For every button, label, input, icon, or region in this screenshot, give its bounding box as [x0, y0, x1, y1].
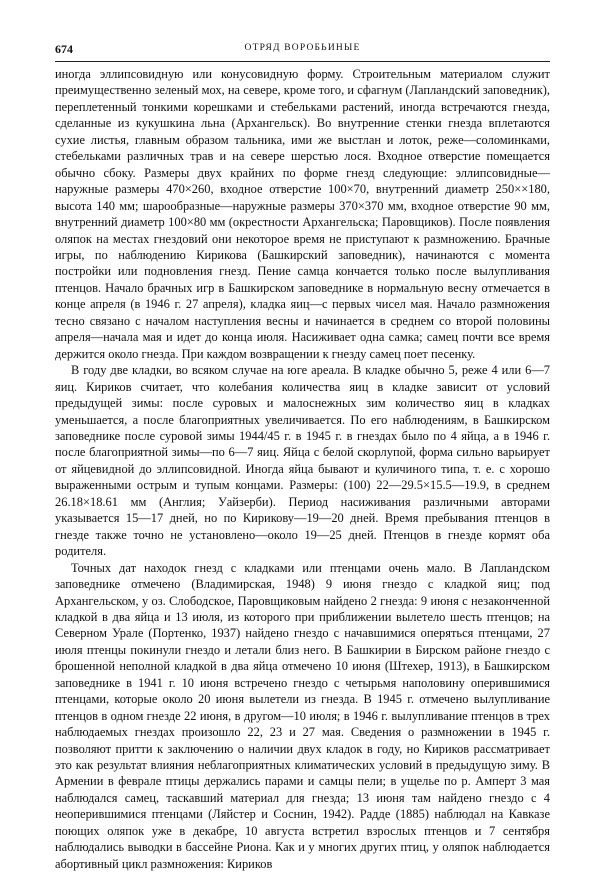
- header-rule: [55, 61, 550, 62]
- page-number: 674: [55, 42, 73, 56]
- running-head: ОТРЯД ВОРОБЬИНЫЕ: [244, 43, 361, 53]
- page-header: [55, 42, 550, 58]
- paragraph-nest-dates: Точных дат находок гнезд с кладками или птенцами очень мало. В Лапландском заповеднике отмечено (Владимирская, 1948) 9 июня гнездо с кладкой яиц; под Архангельском, у оз. Слободское, Паровщиковым найдено 2 гнезда: 9 июня с незаконченной кладкой в два яйца и 13 июля, из которого при приближении вылетело шесть птенцов; на Северном Урале (Портенко, 1937) найдено гнездо с начавшимися оперяться птенцами, 27 июля птенцы покинули гнездо и летали близ него. В Башкирии в Бирском районе гнездо с брошенной неполной кладкой в два яйца отмечено 10 июня (Штехер, 1913), в Башкирском заповеднике в 1941 г. 10 июня встречено гнездо с четырьмя наполовину оперившимися птенцами, которые около 20 июня вылетели из гнезда. В 1945 г. отмечено вылупливание птенцов в одном гнезде 22 июня, в другом—10 июля; в 1946 г. вылупливание птенцов в трех наблюдаемых гнездах произошло 22, 23 и 27 мая. Сведения о размножении в 1945 г. позволяют притти к заключению о наличии двух кладок в году, но Кириков рассматривает это как результат влияния неблагоприятных климатических условий в предыдущую зиму. В Армении в феврале птицы держались парами и самцы пели; в ущелье по р. Амперт 3 мая наблюдался самец, таскавший материал для гнезда; 13 июня там найдено гнездо с 4 неоперившимися птенцами (Ляйстер и Соснин, 1942). Радде (1885) наблюдал на Кавказе поющих оляпок уже в декабре, 10 августа встретил взрослых птенцов и 7 сентября наблюдались выводки в бассейне Риона. Как и у многих других птиц, у оляпок наблюдается абортивный цикл размножения: Кириков: [55, 560, 550, 871]
- paragraph-clutch: В году две кладки, во всяком случае на юге ареала. В кладке обычно 5, реже 4 или 6—7 яиц. Кириков считает, что колебания количества яиц в кладке зависит от условий предыдущей зимы: после суровых и малоснежных зим количество яиц в кладках уменьшается, а после благоприятных увеличивается. По его наблюдениям, в Башкирском заповеднике после суровой зимы 1944/45 г. в 1945 г. в гнездах было по 4 яйца, а в 1946 г. после благоприятной зимы—по 6—7 яиц. Яйца с белой скорлупой, форма сильно варьирует от яйцевидной до эллипсовидной. Иногда яйца бывают и куличиного типа, т. е. с хорошо выраженными острым и тупым концами. Размеры: (100) 22—29.5×15.5—19.9, в среднем 26.18×18.61 мм (Англия; Уайзерби). Период насиживания различными авторами указывается 15—17 дней, но по Кирикову—19—20 дней. Время пребывания птенцов в гнезде также точно не установлено—около 19—25 дней. Птенцов в гнезде кормят оба родителя.: [55, 363, 550, 559]
- paragraph-continued: иногда эллипсовидную или конусовидную форму. Строительным материалом служит преимущественно зеленый мох, на севере, кроме того, и сфагнум (Лапландский заповедник), переплетенный тонкими корешками и стебельками растений, иногда встречаются гнезда, сделанные из кукушкина льна (Архангельск). Во внутренние стенки гнезда вплетаются сухие листья, главным образом тальника, ими же выстлан и лоток, реже—соломинками, стебельками различных трав и на севере шерстью лося. Входное отверстие помещается обычно сбоку. Размеры двух крайних по форме гнезд следующие: эллипсовидные—наружные размеры 470×260, входное отверстие 100×70, внутренний диаметр 250××180, высота 140 мм; шарообразные—наружные размеры 370×370 мм, входное отверстие 90 мм, внутренний диаметр 100×80 мм (окрестности Архангельска; Паровщиков). После появления оляпок на местах гнездовий они некоторое время не приступают к размножению. Брачные игры, по наблюдению Кирикова (Башкирский заповедник), начинаются с момента постройки или подновления гнезд. Пение самца кончается только после вылупливания птенцов. Начало брачных игр в Башкирском заповеднике в нормальную весну отмечается в конце апреля (в 1946 г. 27 апреля), кладка яиц—с первых чисел мая. Начало размножения тесно связано с началом наступления весны и начинается в среднем со второй половины апреля—начала мая и идет до конца июля. Насиживает одна самка; самец почти все время держится около гнезда. При каждом возвращении к гнезду самец поет песенку.: [55, 67, 550, 361]
- body-text: [55, 66, 550, 878]
